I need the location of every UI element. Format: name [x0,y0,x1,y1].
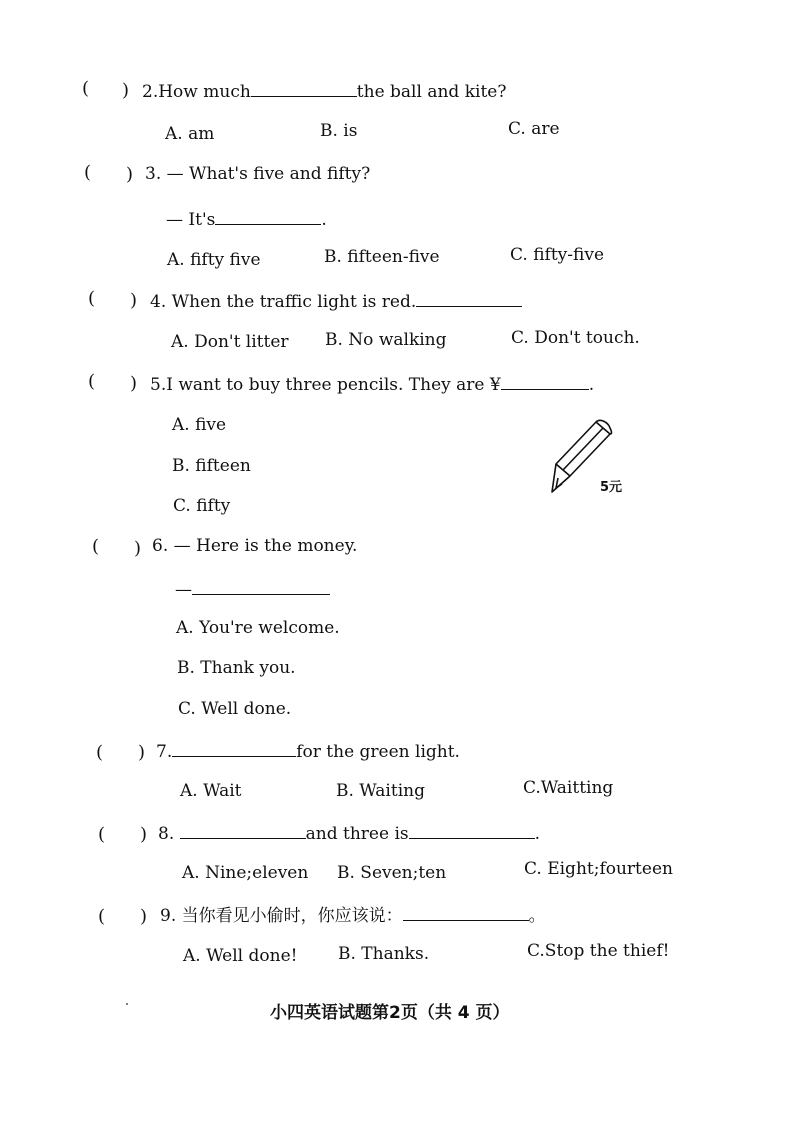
question-4-option-c: C. Don't touch. [511,328,640,348]
question-7 [156,740,460,762]
question-8-option-c: C. Eight;fourteen [524,859,673,879]
question-5-option-b: B. fifteen [172,456,251,476]
question-5-blank[interactable] [501,373,589,390]
question-9-blank[interactable] [403,904,529,921]
scan-speck [126,1003,128,1005]
price-tag: 5元 [600,480,623,495]
question-2-text-post: the ball and kite? [356,82,507,102]
question-7-option-c: C.Waitting [523,778,614,798]
question-5-text: I want to buy three pencils. They are ¥ [166,375,501,395]
answer-paren-open-3: ( [84,162,92,183]
question-3-answer-post: . [321,210,327,230]
question-9-text: 当你看见小偷时，你应该说： [181,906,403,926]
question-4-option-b: B. No walking [325,330,447,350]
question-8-blank-2[interactable] [409,822,535,839]
question-6-answer-line [175,578,330,600]
answer-paren-open-9: ( [98,906,106,927]
question-7-number: 7. [156,742,173,762]
answer-paren-open-8: ( [98,824,106,845]
question-8-option-b: B. Seven;ten [337,863,447,883]
question-9-text-post: 。 [528,906,546,926]
question-3-option-b: B. fifteen-five [324,247,440,267]
question-2-option-a: A. am [165,124,215,144]
question-2-text-pre: How much [158,82,251,102]
question-5-option-a: A. five [172,415,227,435]
question-7-option-a: A. Wait [180,781,242,801]
question-3-option-a: A. fifty five [167,250,261,270]
question-2-option-c: C. are [508,119,560,139]
answer-paren-close-8: ) [140,824,148,845]
question-3 [145,164,370,184]
question-7-text: for the green light. [296,742,460,762]
question-6-option-a: A. You're welcome. [176,618,340,638]
answer-paren-close-7: ) [138,742,146,763]
question-7-option-b: B. Waiting [336,781,425,801]
question-5-option-c: C. fifty [173,496,231,516]
question-3-number: 3. [145,164,162,184]
question-6-number: 6. [152,536,169,556]
answer-paren-open-6: ( [92,536,100,557]
question-8-blank-1[interactable] [180,822,306,839]
question-4-blank[interactable] [416,290,522,307]
question-8 [158,822,540,844]
question-7-blank[interactable] [172,740,296,757]
question-3-option-c: C. fifty-five [510,245,605,265]
question-5-number: 5. [150,375,167,395]
question-2-blank[interactable] [251,80,357,97]
answer-paren-open-7: ( [96,742,104,763]
answer-paren-open-2: ( [82,78,90,99]
question-6-text: — Here is the money. [173,536,358,556]
answer-paren-close-2: ) [122,80,130,101]
question-6-answer-pre: — [175,580,192,600]
question-9-number: 9. [160,906,177,926]
question-3-blank[interactable] [215,208,321,225]
answer-paren-close-3: ) [126,164,134,185]
answer-paren-open-4: ( [88,288,96,309]
question-6 [152,536,357,556]
page-footer: 小四英语试题第2页（共 4 页） [270,1003,510,1023]
question-6-option-c: C. Well done. [178,699,292,719]
question-4-option-a: A. Don't litter [171,332,289,352]
question-2 [142,80,506,102]
question-8-number: 8. [158,824,175,844]
question-3-text: — What's five and fifty? [166,164,371,184]
answer-paren-close-5: ) [130,373,138,394]
question-8-text-mid: and three is [305,824,409,844]
question-9 [160,904,546,926]
question-4 [150,290,522,312]
question-9-option-b: B. Thanks. [338,944,430,964]
question-8-text-post: . [534,824,541,844]
question-4-text: When the traffic light is red. [171,292,417,312]
question-2-option-b: B. is [320,121,358,141]
answer-paren-close-4: ) [130,290,138,311]
question-9-option-a: A. Well done! [183,946,298,966]
question-9-option-c: C.Stop the thief! [527,941,670,961]
answer-paren-close-9: ) [140,906,148,927]
question-6-option-b: B. Thank you. [177,658,296,678]
question-6-blank[interactable] [192,578,330,595]
question-8-option-a: A. Nine;eleven [182,863,309,883]
question-5-text-post: . [588,375,595,395]
question-2-number: 2. [142,82,159,102]
answer-paren-open-5: ( [88,371,96,392]
question-4-number: 4. [150,292,167,312]
answer-paren-close-6: ) [134,538,142,559]
question-3-answer-pre: — It's [166,210,216,230]
question-3-answer-line [166,208,327,230]
question-5 [150,373,594,395]
